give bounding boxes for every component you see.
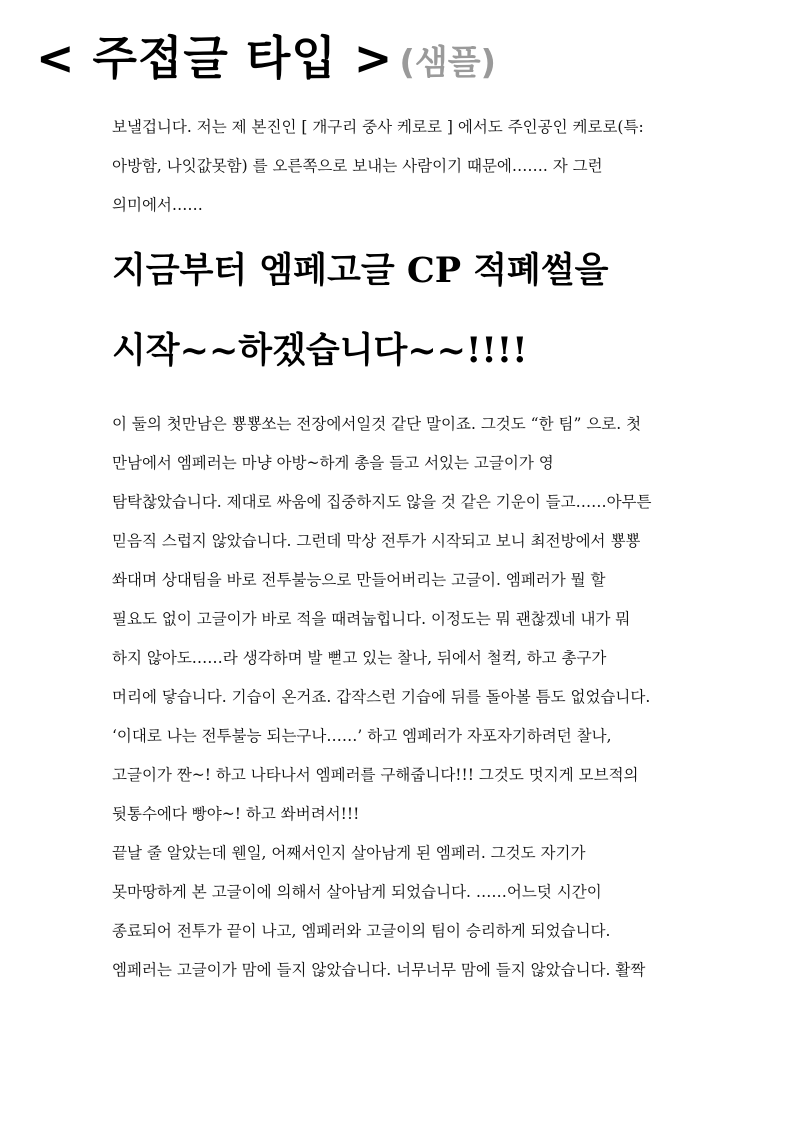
story-paragraph: [112, 405, 712, 990]
section-heading: [112, 231, 712, 391]
text-line: 의미에서……: [112, 196, 203, 214]
heading-line: 지금부터 엠페고글 CP 적폐썰을: [112, 250, 609, 291]
text-line: 하지 않아도……라 생각하며 발 뻗고 있는 찰나, 뒤에서 철컥, 하고 총구가: [112, 649, 607, 667]
text-line: ‘이대로 나는 전투불능 되는구나……’ 하고 엠페러가 자포자기하려던 찰나,: [112, 727, 612, 745]
heading-line: 시작~~하겠습니다~~!!!!: [112, 330, 528, 371]
text-line: 이 둘의 첫만남은 뿅뿅쏘는 전장에서일것 같단 말이죠. 그것도 “한 팀” 으로. 첫: [112, 415, 642, 433]
text-line: 보낼겁니다. 저는 제 본진인 [ 개구리 중사 케로로 ] 에서도 주인공인 케로로(특:: [112, 118, 644, 136]
text-line: 고글이가 짠~! 하고 나타나서 엠페러를 구해줍니다!!! 그것도 멋지게 모브적의: [112, 766, 639, 784]
text-line: 뒷통수에다 빵야~! 하고 쏴버려서!!!: [112, 805, 360, 823]
text-line: 쏴대며 상대팀을 바로 전투불능으로 만들어버리는 고글이. 엠페러가 뭘 할: [112, 571, 606, 589]
text-line: 만남에서 엠페러는 마냥 아방~하게 총을 들고 서있는 고글이가 영: [112, 454, 554, 472]
text-line: 종료되어 전투가 끝이 나고, 엠페러와 고글이의 팀이 승리하게 되었습니다.: [112, 922, 611, 940]
text-line: 탐탁찮았습니다. 제대로 싸움에 집중하지도 않을 것 같은 기운이 들고……아무튼: [112, 493, 652, 511]
document-body: [112, 108, 712, 990]
text-line: 필요도 없이 고글이가 바로 적을 때려눕힙니다. 이정도는 뭐 괜찮겠네 내가 뭐: [112, 610, 631, 628]
text-line: 머리에 닿습니다. 기습이 온거죠. 갑작스런 기습에 뒤를 돌아볼 틈도 없었습니다.: [112, 688, 651, 706]
intro-paragraph: [112, 108, 712, 225]
page-subtitle-sample-tag: (샘플): [399, 43, 497, 83]
page-title: < 주접글 타입 >: [36, 31, 394, 85]
text-line: 엠페러는 고글이가 맘에 들지 않았습니다. 너무너무 맘에 들지 않았습니다. 활짝: [112, 961, 646, 979]
text-line: 아방함, 나잇값못함) 를 오른쪽으로 보내는 사람이기 때문에……. 자 그런: [112, 157, 603, 175]
text-line: 못마땅하게 본 고글이에 의해서 살아남게 되었습니다. ……어느덧 시간이: [112, 883, 602, 901]
text-line: 믿음직 스럽지 않았습니다. 그런데 막상 전투가 시작되고 보니 최전방에서 뿅뿅: [112, 532, 641, 550]
text-line: 끝날 줄 알았는데 웬일, 어째서인지 살아남게 된 엠페러. 그것도 자기가: [112, 844, 586, 862]
page-header: [36, 22, 496, 88]
